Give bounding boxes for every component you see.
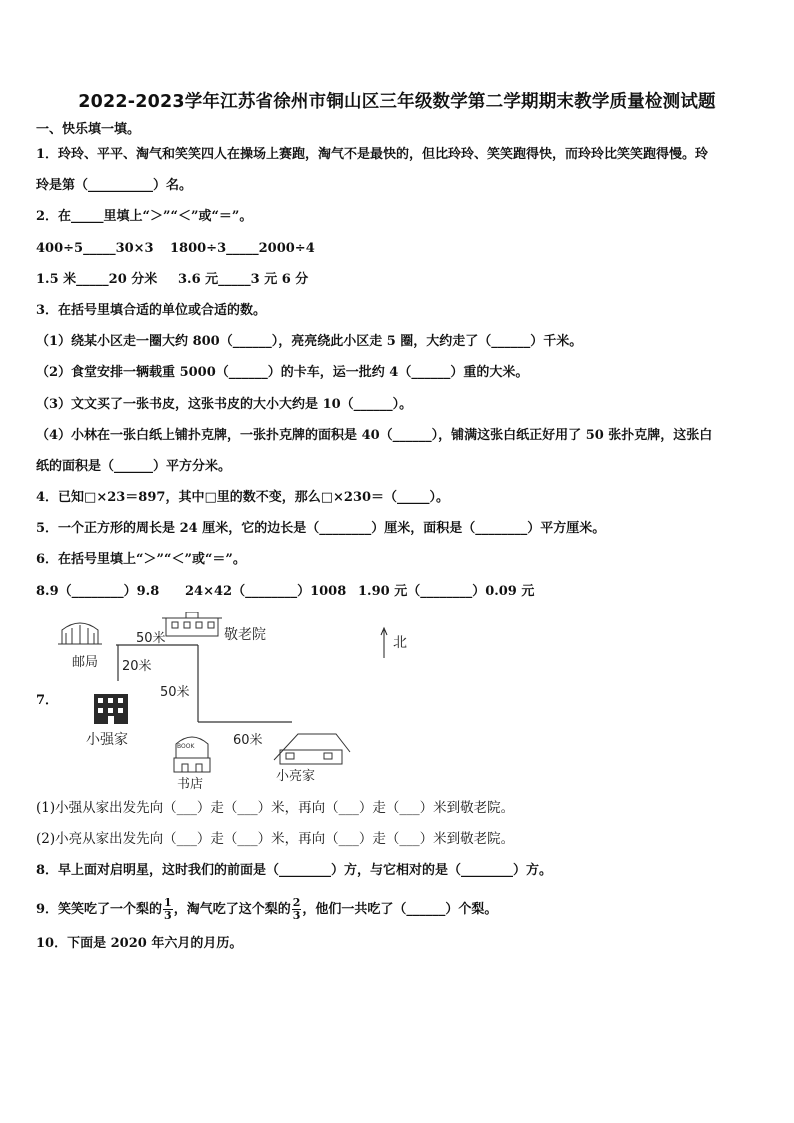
xiaoqiang-home-icon [94, 694, 128, 724]
distance-post-nursing: 50米 [136, 631, 166, 646]
distance-vertical: 50米 [160, 685, 190, 700]
question-6-item-a: 8.9（________）9.8 [36, 584, 160, 599]
question-4: 4．已知□×23＝897，其中□里的数不变，那么□×230＝（_____）。 [36, 490, 450, 505]
question-9-text-b: ，淘气吃了这个梨的 [173, 902, 291, 917]
distance-post-down: 20米 [122, 659, 152, 674]
question-3-part-1: （1）绕某小区走一圈大约 800（______），亮亮绕此小区走 5 圈，大约走了（______）千米。 [36, 334, 583, 349]
question-5: 5．一个正方形的周长是 24 厘米，它的边长是（________）厘米，面积是（________）平方厘米。 [36, 521, 606, 536]
fraction-two-thirds: $\frac{2}{3}$ [292, 896, 301, 922]
bookstore-sign: BOOK [177, 743, 195, 750]
fraction-one-third: $\frac{1}{3}$ [164, 896, 172, 922]
question-1-line-2: 玲是第（__________）名。 [36, 178, 193, 193]
xiaoliang-home-icon [274, 734, 350, 764]
question-10: 10．下面是 2020 年六月的月历。 [36, 936, 243, 951]
bookstore-label: 书店 [177, 777, 204, 792]
question-7-part-1: (1)小强从家出发先向（___）走（___）米，再向（___）走（___）米到敬老院。 [36, 800, 515, 816]
question-2-item-b: 1800÷3_____2000÷4 [170, 241, 315, 256]
north-label: 北 [393, 635, 407, 651]
direction-map [36, 612, 356, 796]
post-office-label: 邮局 [72, 655, 99, 670]
question-6: 6．在括号里填上“＞”“＜”或“＝”。 [36, 552, 246, 567]
question-9-text-a: 9．笑笑吃了一个梨的 [36, 902, 163, 917]
section-heading: 一、快乐填一填。 [36, 122, 141, 137]
question-7-part-2: (2)小亮从家出发先向（___）走（___）米，再向（___）走（___）米到敬老院。 [36, 831, 515, 847]
north-indicator [376, 626, 416, 660]
question-2-item-c: 1.5 米_____20 分米 [36, 272, 158, 287]
question-3-part-4-line-1: （4）小林在一张白纸上铺扑克牌，一张扑克牌的面积是 40（______），铺满这张白纸正好用了 50 张扑克牌，这张白 [36, 428, 713, 443]
question-6-item-b: 24×42（________）1008 [185, 584, 347, 599]
xiaoliang-home-label: 小亮家 [276, 769, 316, 784]
question-7-label: 7． [36, 693, 59, 708]
question-6-item-c: 1.90 元（________）0.09 元 [358, 584, 535, 599]
nursing-home-label: 敬老院 [224, 627, 266, 643]
question-1-line-1: 1．玲玲、平平、淘气和笑笑四人在操场上赛跑，淘气不是最快的，但比玲玲、笑笑跑得快，而玲玲比笑笑跑得慢。玲 [36, 147, 709, 162]
nursing-home-icon [162, 612, 222, 636]
question-2: 2．在_____里填上“＞”“＜”或“＝”。 [36, 209, 253, 224]
page-title: 2022-2023学年江苏省徐州市铜山区三年级数学第二学期期末教学质量检测试题 [78, 92, 716, 112]
question-3: 3．在括号里填合适的单位或合适的数。 [36, 303, 267, 318]
question-9-text-c: ，他们一共吃了（______）个梨。 [302, 902, 498, 917]
question-3-part-3: （3）文文买了一张书皮，这张书皮的大小大约是 10（______）。 [36, 397, 413, 412]
question-9 [36, 896, 497, 924]
question-3-part-2: （2）食堂安排一辆载重 5000（______）的卡车，运一批约 4（______）重的大米。 [36, 365, 529, 380]
xiaoqiang-home-label: 小强家 [86, 732, 128, 748]
distance-bookstore-liang: 60米 [233, 733, 263, 748]
question-2-item-d: 3.6 元_____3 元 6 分 [178, 272, 309, 287]
post-office-icon [58, 623, 102, 644]
question-3-part-4-line-2: 纸的面积是（______）平方分米。 [36, 459, 232, 474]
question-8: 8．早上面对启明星，这时我们的前面是（________）方，与它相对的是（________）方。 [36, 863, 553, 878]
question-2-item-a: 400÷5_____30×3 [36, 241, 154, 256]
